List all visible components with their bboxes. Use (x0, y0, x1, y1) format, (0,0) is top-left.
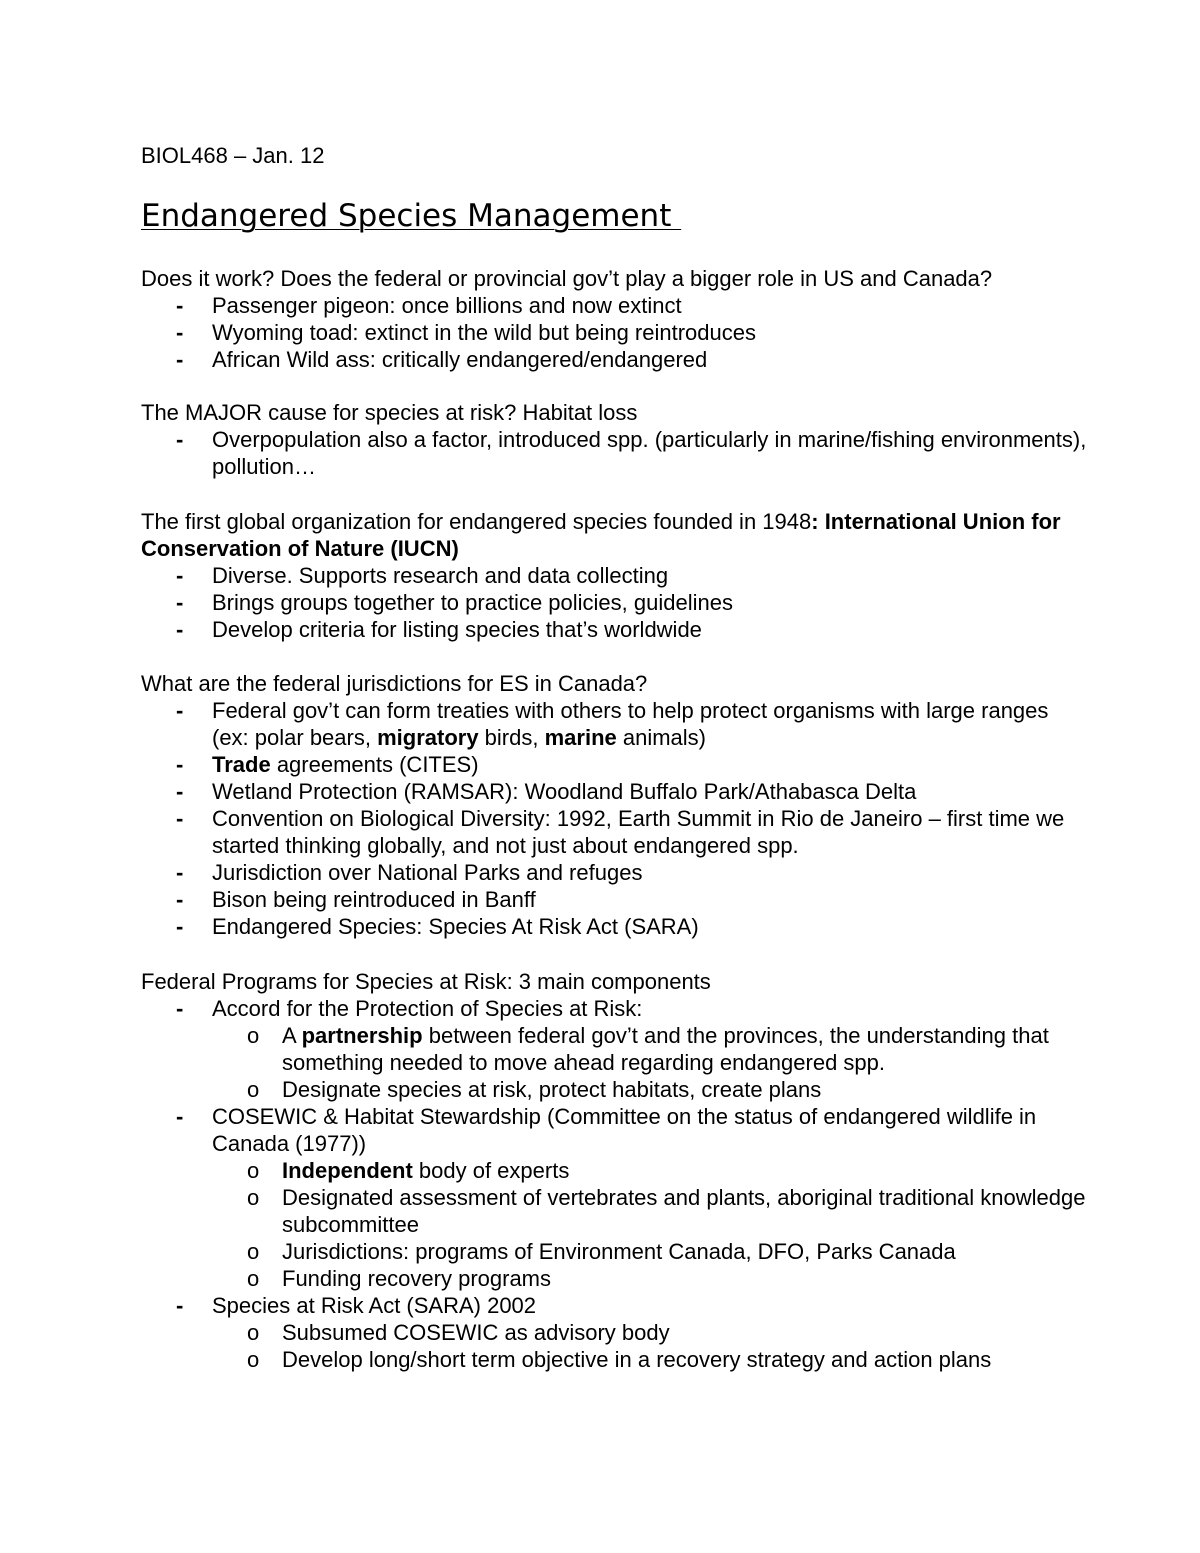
sub-list-item: o Jurisdictions: programs of Environment Canada, DFO, Parks Canada (247, 1239, 956, 1264)
dash-bullet: - (176, 563, 184, 588)
list-item: - Species at Risk Act (SARA) 2002 o Subsumed COSEWIC as advisory body o Develop long/short term objective in a recovery strategy and action plans (141, 1292, 1091, 1373)
dash-bullet: - (176, 1104, 184, 1129)
dash-bullet: - (176, 427, 184, 452)
bullet-list (141, 562, 1091, 643)
circle-bullet: o (247, 1239, 260, 1264)
bullet-list (141, 292, 1091, 373)
list-item: - Develop criteria for listing species that’s worldwide (176, 617, 702, 642)
dash-bullet: - (176, 320, 184, 345)
sub-list-item: o Funding recovery programs (247, 1266, 552, 1291)
section-federal-programs (141, 968, 1091, 1373)
list-item: - Brings groups together to practice policies, guidelines (176, 590, 733, 615)
section-iucn (141, 508, 1091, 643)
list-item: - Trade agreements (CITES) (176, 752, 479, 777)
dash-bullet: - (176, 347, 184, 372)
sub-list-item: o Develop long/short term objective in a recovery strategy and action plans (247, 1347, 992, 1372)
circle-bullet: o (247, 1185, 260, 1210)
document-title: Endangered Species Management (141, 198, 682, 234)
sub-list-item: o A partnership between federal gov’t and the provinces, the understanding that something needed to move ahead regarding endangered spp. (247, 1023, 1049, 1075)
dash-bullet: - (176, 590, 184, 615)
circle-bullet: o (247, 1320, 260, 1345)
dash-bullet: - (176, 806, 184, 831)
dash-bullet: - (176, 293, 184, 318)
list-item: - Wetland Protection (RAMSAR): Woodland Buffalo Park/Athabasca Delta (176, 779, 917, 804)
circle-bullet: o (247, 1023, 260, 1048)
dash-bullet: - (176, 996, 184, 1021)
sub-list-item: o Subsumed COSEWIC as advisory body (247, 1320, 670, 1345)
section-heading: Federal Programs for Species at Risk: 3 main components (141, 969, 711, 994)
dash-bullet: - (176, 1293, 184, 1318)
list-item: - Federal gov’t can form treaties with others to help protect organisms with large ranges (ex: polar bears, migratory birds, marine animals) (176, 698, 1049, 750)
course-header: BIOL468 – Jan. 12 (141, 143, 325, 168)
sub-list-item: o Independent body of experts (247, 1158, 570, 1183)
section-heading: The first global organization for endangered species founded in 1948: International Union for Conservation of Nature (IUCN) (141, 509, 1061, 561)
section-heading: The MAJOR cause for species at risk? Habitat loss (141, 400, 638, 425)
list-item: - Diverse. Supports research and data collecting (176, 563, 669, 588)
list-item: - Wyoming toad: extinct in the wild but being reintroduces (176, 320, 756, 345)
sub-list (212, 1319, 1091, 1373)
sub-list-item: o Designated assessment of vertebrates and plants, aboriginal traditional knowledge subcommittee (247, 1185, 1086, 1237)
circle-bullet: o (247, 1077, 260, 1102)
list-item: - Jurisdiction over National Parks and refuges (176, 860, 643, 885)
sub-list (212, 1157, 1091, 1292)
list-item: - COSEWIC & Habitat Stewardship (Committee on the status of endangered wildlife in Canada (1977)) o Independent body of experts o Designated assessment of vertebrates and plants, aboriginal traditional knowledge subcommittee o Jurisdictions: programs of Environment Canada, DFO, Parks Canada o Funding recovery programs (141, 1103, 1091, 1292)
list-item: - Passenger pigeon: once billions and now extinct (176, 293, 682, 318)
section-heading: What are the federal jurisdictions for ES in Canada? (141, 671, 648, 696)
list-item: - Accord for the Protection of Species at Risk: o A partnership between federal gov’t and the provinces, the understanding that something needed to move ahead regarding endangered spp. o Designate species at risk, protect habitats, create plans (141, 995, 1091, 1103)
section-heading: Does it work? Does the federal or provincial gov’t play a bigger role in US and Canada? (141, 266, 993, 291)
dash-bullet: - (176, 752, 184, 777)
section-federal-jurisdictions (141, 670, 1091, 940)
list-item: - Bison being reintroduced in Banff (176, 887, 536, 912)
dash-bullet: - (176, 860, 184, 885)
circle-bullet: o (247, 1266, 260, 1291)
sub-list (212, 1022, 1091, 1103)
bullet-list (141, 995, 1091, 1373)
dash-bullet: - (176, 617, 184, 642)
list-item: - Endangered Species: Species At Risk Act (SARA) (176, 914, 699, 939)
sub-list-item: o Designate species at risk, protect habitats, create plans (247, 1077, 822, 1102)
circle-bullet: o (247, 1347, 260, 1372)
bullet-list (141, 426, 1091, 480)
section-major-cause (141, 399, 1091, 480)
dash-bullet: - (176, 779, 184, 804)
circle-bullet: o (247, 1158, 260, 1183)
list-item: - African Wild ass: critically endangered/endangered (176, 347, 708, 372)
list-item: - Overpopulation also a factor, introduced spp. (particularly in marine/fishing environments), pollution… (176, 427, 1087, 479)
bullet-list (141, 697, 1091, 940)
list-item: - Convention on Biological Diversity: 1992, Earth Summit in Rio de Janeiro – first time we started thinking globally, and not just about endangered spp. (176, 806, 1065, 858)
section-does-it-work (141, 265, 1091, 373)
dash-bullet: - (176, 887, 184, 912)
dash-bullet: - (176, 914, 184, 939)
dash-bullet: - (176, 698, 184, 723)
